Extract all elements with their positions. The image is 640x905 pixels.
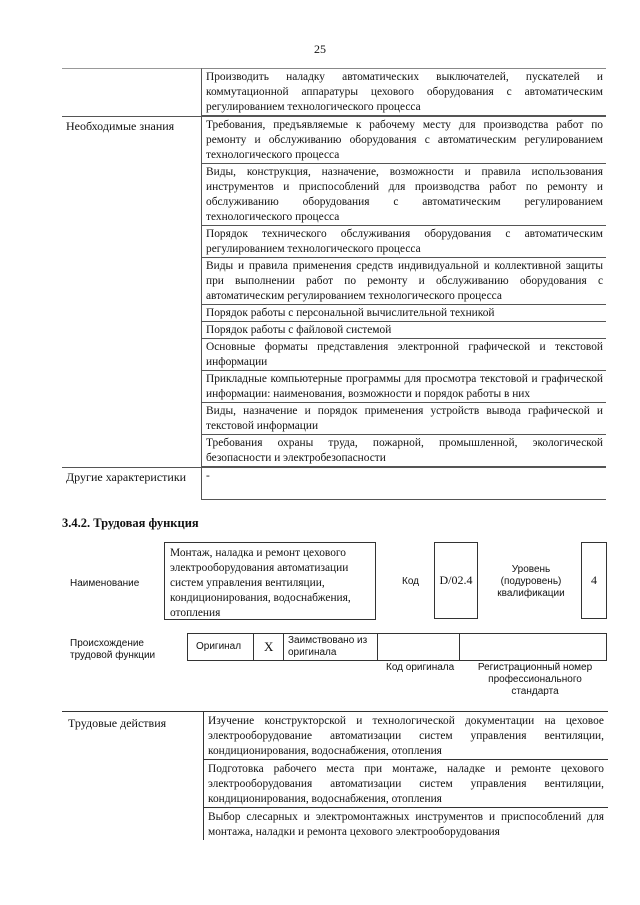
table-row bbox=[62, 339, 606, 371]
function-name-box: Монтаж, наладка и ремонт цехового электрооборудования автоматизации систем управления вентиляции, кондиционирования, водоснабжения, отопления bbox=[164, 542, 376, 620]
empty-label-cell bbox=[62, 68, 201, 116]
reg-number-label: Регистрационный номер профессионального стандарта bbox=[477, 662, 593, 697]
table-row bbox=[62, 403, 606, 435]
page-number: 25 bbox=[314, 42, 326, 56]
table-row bbox=[62, 305, 606, 322]
table-row bbox=[62, 68, 606, 116]
origin-label: Происхождение трудовой функции bbox=[70, 638, 156, 661]
other-value: - bbox=[201, 467, 606, 500]
table-row bbox=[62, 760, 608, 808]
section-title: 3.4.2. Трудовая функция bbox=[62, 516, 199, 530]
knowledge-item: Требования охраны труда, пожарной, промышленной, экологической безопасности и электробезопасности bbox=[201, 435, 606, 467]
origin-row bbox=[187, 633, 607, 661]
table-row bbox=[62, 712, 608, 760]
original-cell bbox=[187, 634, 253, 660]
borrowed-cell bbox=[283, 634, 377, 660]
skill-cell: Производить наладку автоматических выключателей, пускателей и коммутационной аппаратуры цехового оборудования с автоматическим регулированием технологического процесса bbox=[201, 68, 606, 116]
knowledge-item: Прикладные компьютерные программы для просмотра текстовой и графической информации: наименования, возможности и порядок работы в них bbox=[201, 371, 606, 403]
level-box: 4 bbox=[581, 542, 607, 619]
code-original-cell bbox=[377, 634, 459, 660]
table-row bbox=[62, 322, 606, 339]
knowledge-item: Порядок работы с файловой системой bbox=[201, 322, 606, 339]
table-row bbox=[62, 435, 606, 467]
knowledge-table bbox=[62, 68, 606, 500]
original-label: Оригинал bbox=[196, 641, 242, 652]
table-row bbox=[62, 371, 606, 403]
code-original-label: Код оригинала bbox=[386, 662, 455, 673]
code-label: Код bbox=[402, 576, 420, 587]
function-code-box: D/02.4 bbox=[434, 542, 478, 619]
borrowed-label: Заимствовано из оригинала bbox=[288, 635, 368, 658]
level-label: Уровень (подуровень) квалификации bbox=[497, 564, 565, 599]
table-row bbox=[62, 164, 606, 226]
knowledge-item: Требования, предъявляемые к рабочему месту для производства работ по ремонту и обслуживанию оборудования с автоматическим регулированием технологического процесса bbox=[201, 116, 606, 164]
knowledge-label: Необходимые знания bbox=[62, 116, 201, 164]
table-top-border bbox=[62, 68, 201, 69]
actions-table bbox=[62, 711, 608, 840]
table-row bbox=[62, 258, 606, 305]
reg-number-cell bbox=[459, 634, 607, 660]
table-row bbox=[62, 808, 608, 840]
table-row bbox=[62, 467, 606, 500]
actions-label: Трудовые действия bbox=[68, 716, 167, 730]
knowledge-item: Порядок технического обслуживания оборудования с автоматическим регулированием технологического процесса bbox=[201, 226, 606, 258]
knowledge-item: Основные форматы представления электронной графической и текстовой информации bbox=[201, 339, 606, 371]
knowledge-item: Виды, назначение и порядок применения устройств вывода графической и текстовой информации bbox=[201, 403, 606, 435]
knowledge-item: Виды и правила применения средств индивидуальной и коллективной защиты при выполнении работ по ремонту и обслуживанию оборудования с автоматическим регулированием технологического процесса bbox=[201, 258, 606, 305]
action-item: Выбор слесарных и электромонтажных инструментов и приспособлений для монтажа, наладки и ремонта цехового электрооборудования bbox=[203, 808, 608, 840]
table-row bbox=[62, 226, 606, 258]
action-item: Подготовка рабочего места при монтаже, наладке и ремонте цехового электрооборудования автоматизации систем управления вентиляции, кондиционирования, водоснабжения, отопления bbox=[203, 760, 608, 808]
original-mark: X bbox=[264, 639, 274, 654]
table-row bbox=[62, 116, 606, 164]
knowledge-item: Виды, конструкция, назначение, возможности и правила использования инструментов и приспособлений для производства работ по ремонту и обслуживанию оборудования с автоматическим регулированием технологического процесса bbox=[201, 164, 606, 226]
other-label: Другие характеристики bbox=[62, 467, 201, 500]
name-label: Наименование bbox=[70, 578, 140, 589]
knowledge-item: Порядок работы с персональной вычислительной техникой bbox=[201, 305, 606, 322]
action-item: Изучение конструкторской и технологической документации на цеховое электрооборудование автоматизации систем управления вентиляции, кондиционирования, водоснабжения, отопления bbox=[203, 712, 608, 760]
original-mark-cell bbox=[253, 634, 283, 660]
